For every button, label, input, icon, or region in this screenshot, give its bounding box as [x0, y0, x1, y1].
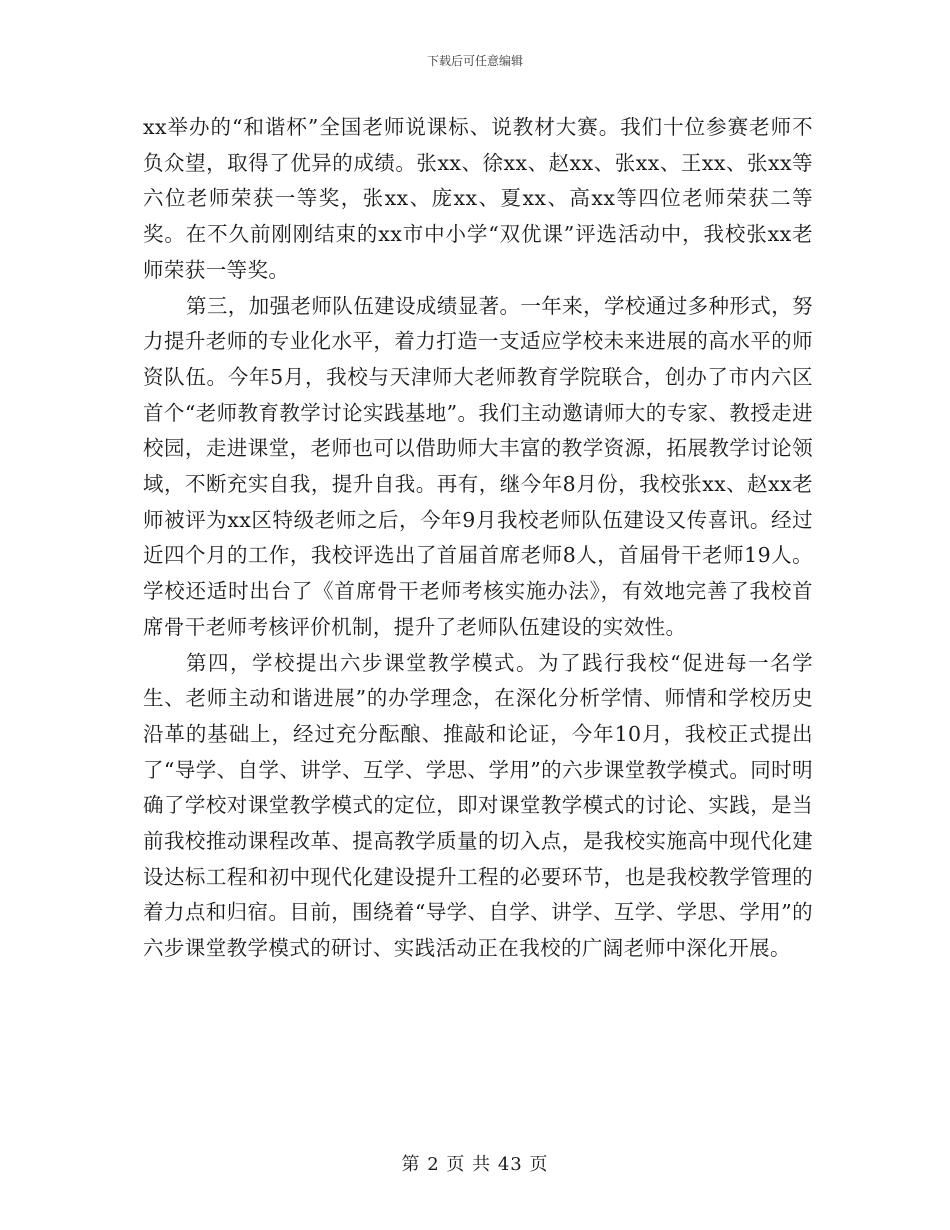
page-number: 第 2 页 共 43 页 — [401, 1154, 549, 1175]
page-header-note: 下载后可任意编辑 — [426, 54, 523, 68]
document-body — [143, 110, 813, 967]
paragraph-teaching-model: 第四，学校提出六步课堂教学模式。为了践行我校“促进每一名学生、老师主动和谐进展”的办学理念，在深化分析学情、师情和学校历史沿革的基础上，经过充分酝酿、推敲和论证，今年10月，我校正式提出了“导学、自学、讲学、互学、学思、学用”的六步课堂教学模式。同时明确了学校对课堂教学模式的定位，即对课堂教学模式的讨论、实践，是当前我校推动课程改革、提高教学质量的切入点，是我校实施高中现代化建设达标工程和初中现代化建设提升工程的必要环节，也是我校教学管理的着力点和归宿。目前，围绕着“导学、自学、讲学、互学、学思、学用”的六步课堂教学模式的研讨、实践活动正在我校的广阔老师中深化开展。 — [143, 650, 813, 961]
paragraph-awards: xx举办的“和谐杯”全国老师说课标、说教材大赛。我们十位参赛老师不负众望，取得了优异的成绩。张xx、徐xx、赵xx、张xx、王xx、张xx等六位老师荣获一等奖，张xx、庞xx、夏xx、高xx等四位老师荣获二等奖。在不久前刚刚结束的xx市中小学“双优课”评选活动中，我校张xx老师荣获一等奖。 — [143, 115, 813, 282]
paragraph-teacher-team: 第三，加强老师队伍建设成绩显著。一年来，学校通过多种形式，努力提升老师的专业化水平，着力打造一支适应学校未来进展的高水平的师资队伍。今年5月，我校与天津师大老师教育学院联合，创办了市内六区首个“老师教育教学讨论实践基地”。我们主动邀请师大的专家、教授走进校园，走进课堂，老师也可以借助师大丰富的教学资源，拓展教学讨论领域，不断充实自我，提升自我。再有，继今年8月份，我校张xx、赵xx老师被评为xx区特级老师之后，今年9月我校老师队伍建设又传喜讯。经过近四个月的工作，我校评选出了首届首席老师8人，首届骨干老师19人。学校还适时出台了《首席骨干老师考核实施办法》，有效地完善了我校首席骨干老师考核评价机制，提升了老师队伍建设的实效性。 — [143, 293, 813, 639]
